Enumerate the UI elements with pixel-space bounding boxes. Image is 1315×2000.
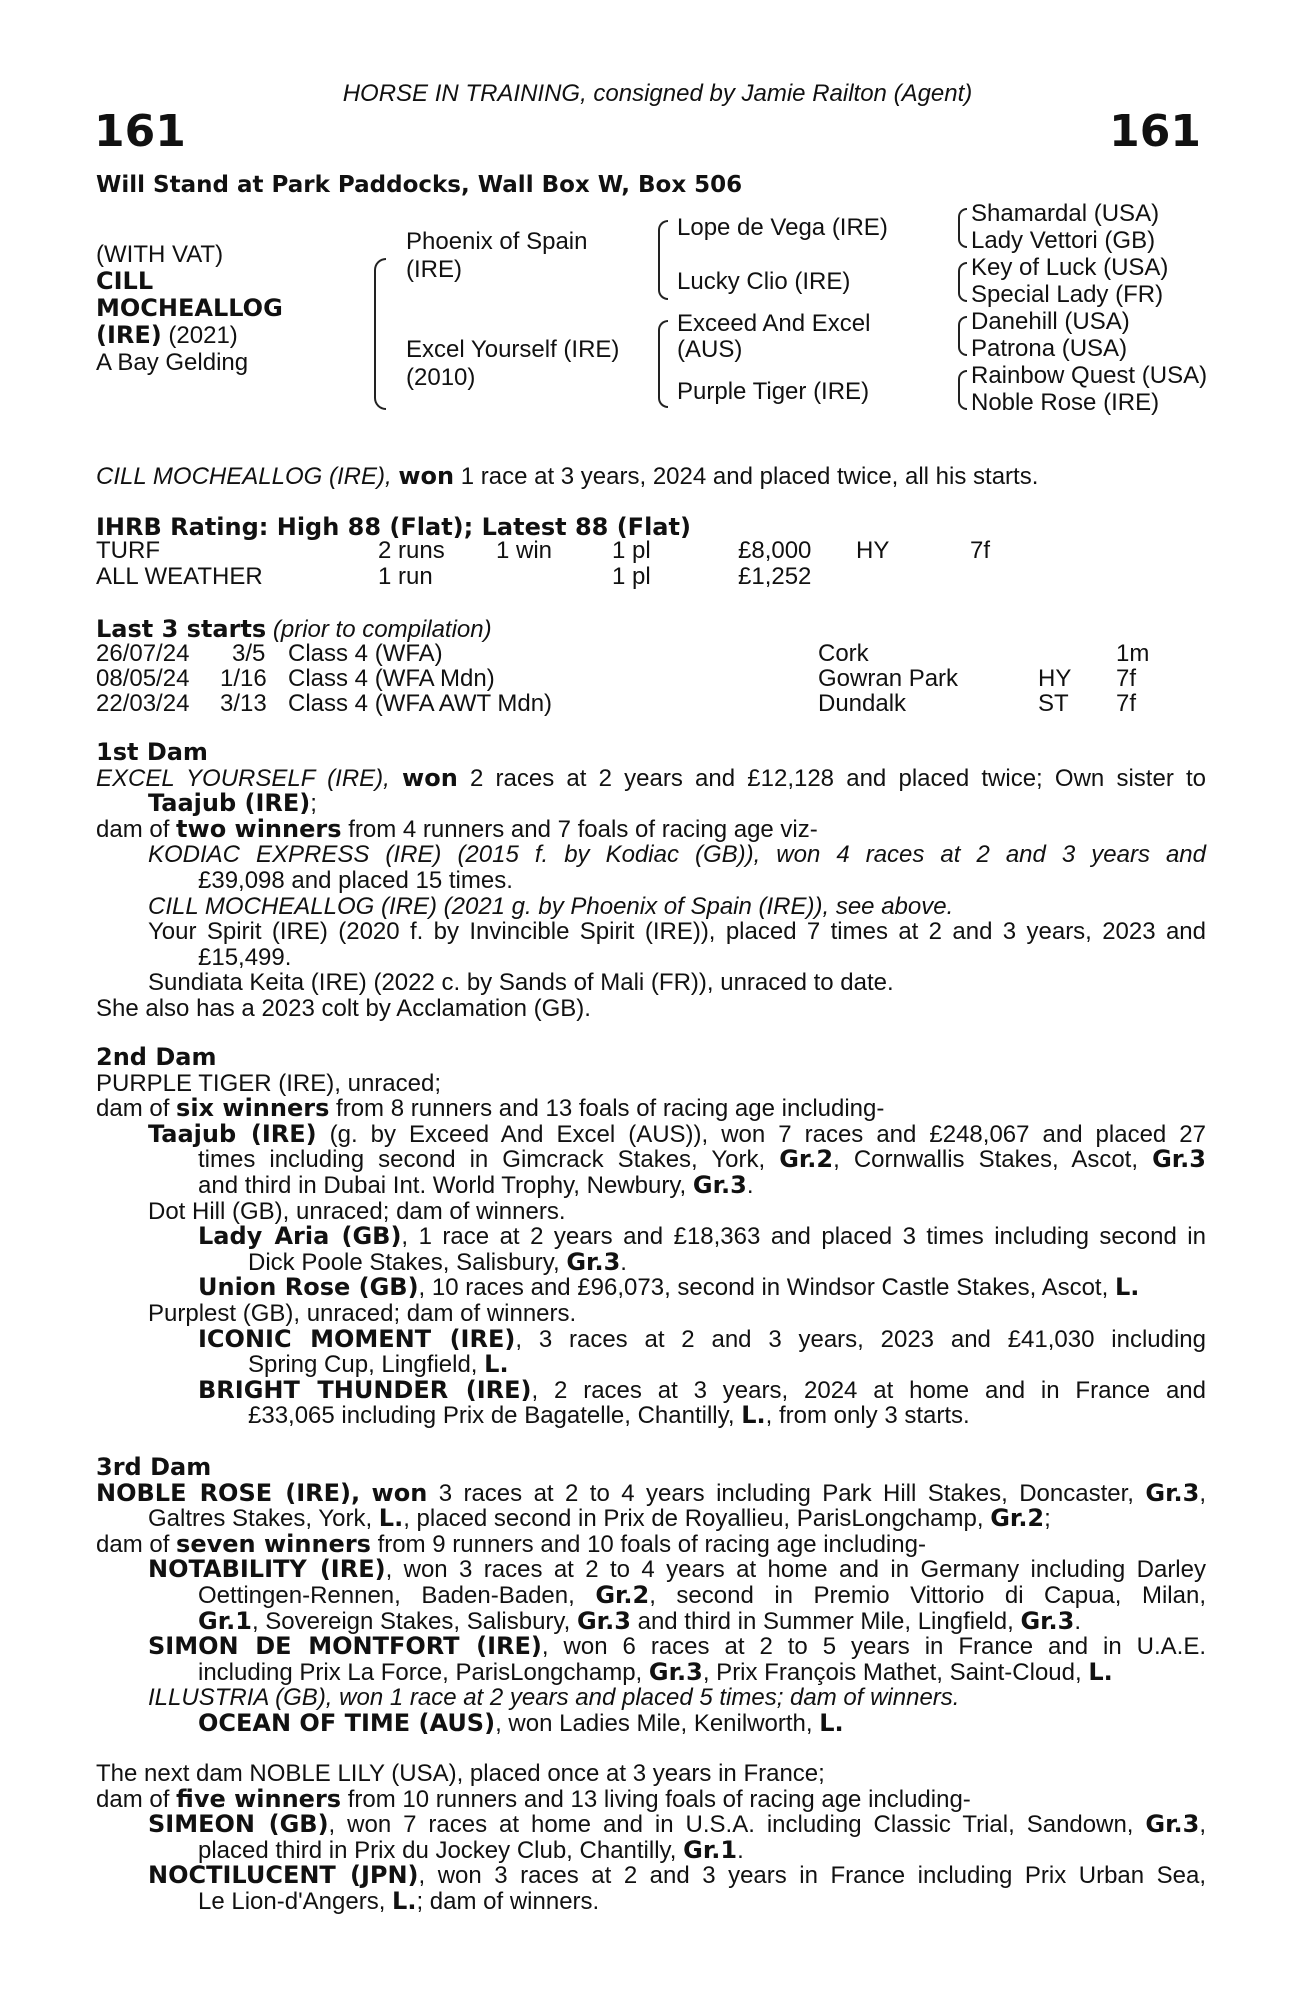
text: , Sovereign Stakes, Salisbury, xyxy=(251,1607,571,1635)
produce-1-line2: £39,098 and placed 15 times. xyxy=(198,866,513,894)
start-date: 08/05/24 xyxy=(96,665,190,692)
sire: Phoenix of Spain xyxy=(406,228,588,255)
start-race: Class 4 (WFA Mdn) xyxy=(288,665,495,692)
union-rose xyxy=(96,1275,1206,1301)
next-dam-section xyxy=(96,1761,1206,1915)
text: and third in Summer Mile, Lingfield, xyxy=(637,1607,1014,1635)
produce-1-line1: KODIAC EXPRESS (IRE) (2015 f. by Kodiac (GB)), won 4 races at 2 and 3 years and xyxy=(148,841,1206,869)
brace-g3-2 xyxy=(958,262,967,302)
notability-line1 xyxy=(96,1557,1206,1583)
lady-aria-line2 xyxy=(96,1247,1206,1276)
horse-year: (2021) xyxy=(168,322,238,349)
produce-2: CILL MOCHEALLOG (IRE) (2021 g. by Phoenix of Spain (IRE)), see above. xyxy=(148,892,954,920)
simeon-record: , won 7 races at home and in U.S.A. including Classic Trial, Sandown, xyxy=(328,1811,1134,1839)
sister-name: Taajub (IRE) xyxy=(148,789,311,818)
lady-aria-name: Lady Aria (GB) xyxy=(198,1222,402,1251)
bright-thunder-line1 xyxy=(96,1375,1206,1404)
lot-number-left: 161 xyxy=(94,106,186,157)
taajub-line3 xyxy=(96,1170,1206,1199)
bright-thunder-line2 xyxy=(96,1403,1206,1429)
text: £33,065 including Prix de Bagatelle, Chantilly, xyxy=(248,1402,735,1430)
rating-distance: 7f xyxy=(970,537,991,564)
ocean-of-time-name: OCEAN OF TIME (AUS) xyxy=(198,1708,496,1737)
brace-g3-4 xyxy=(958,370,967,410)
grade: L. xyxy=(392,1886,417,1915)
rating-wins: 1 win xyxy=(496,537,553,564)
lady-aria-line1 xyxy=(96,1224,1206,1250)
grade: Gr.1 xyxy=(198,1606,252,1635)
text: Le Lion-d'Angers, xyxy=(198,1887,386,1915)
text: Oettingen-Rennen, Baden-Baden, xyxy=(198,1581,575,1609)
start-course: Cork xyxy=(818,640,869,667)
noble-rose-line2 xyxy=(96,1506,1206,1532)
rating-runs: 1 run xyxy=(378,563,433,590)
consignment-line: HORSE IN TRAINING, consigned by Jamie Railton (Agent) xyxy=(342,80,973,107)
iconic-moment-line1 xyxy=(96,1324,1206,1353)
produce-4: Sundiata Keita (IRE) (2022 c. by Sands of Mali (FR)), unraced to date. xyxy=(148,969,894,997)
second-dam-section xyxy=(96,1045,1206,1429)
ss-dam: Lady Vettori (GB) xyxy=(971,227,1156,254)
first-dam-produce-line xyxy=(96,814,1206,843)
taajub-line1 xyxy=(96,1119,1206,1148)
text: , Cornwallis Stakes, Ascot, xyxy=(833,1146,1139,1174)
union-rose-name: Union Rose (GB) xyxy=(198,1273,419,1302)
horse-description: A Bay Gelding xyxy=(96,349,249,376)
text: Spring Cup, Lingfield, xyxy=(248,1351,478,1379)
won-word: won xyxy=(371,1478,428,1507)
dam-of: dam of xyxy=(96,1785,170,1813)
horse-name-line2: MOCHEALLOG xyxy=(96,294,283,322)
start-date: 26/07/24 xyxy=(96,640,190,667)
notability-name: NOTABILITY (IRE) xyxy=(148,1555,386,1584)
brace-gen1 xyxy=(374,258,386,410)
grade: Gr.2 xyxy=(779,1145,834,1174)
ds-dam: Patrona (USA) xyxy=(971,335,1128,362)
notability-line2 xyxy=(96,1580,1206,1609)
grade: L. xyxy=(484,1350,509,1379)
horse-block xyxy=(96,241,283,376)
third-dam-heading: 3rd Dam xyxy=(96,1453,212,1481)
start-distance: 1m xyxy=(1116,640,1150,667)
first-dam-section xyxy=(96,740,1206,1022)
start-going: HY xyxy=(1038,665,1072,692)
text: times including second in Gimcrack Stakes, York, xyxy=(198,1146,766,1174)
punct: ; xyxy=(1044,1505,1051,1533)
grade: Gr.3 xyxy=(692,1170,747,1199)
ocean-of-time-record: , won Ladies Mile, Kenilworth, xyxy=(495,1709,813,1737)
grade: Gr.1 xyxy=(683,1835,738,1864)
next-dam-produce-line xyxy=(96,1784,1206,1813)
noble-rose-record: 3 races at 2 to 4 years including Park Hill Stakes, Doncaster, xyxy=(438,1479,1134,1507)
punct: . xyxy=(746,1171,754,1199)
union-rose-record: , 10 races and £96,073, second in Windsor Castle Stakes, Ascot, xyxy=(418,1274,1109,1302)
first-dam-line2 xyxy=(96,791,1206,817)
rating-prize: £8,000 xyxy=(738,537,812,564)
grade: Gr.2 xyxy=(595,1580,650,1609)
punct: , xyxy=(1199,1811,1207,1839)
stand-location: Will Stand at Park Paddocks, Wall Box W, Box 506 xyxy=(96,172,743,198)
grade: Gr.3 xyxy=(1152,1145,1206,1174)
second-dam-name: PURPLE TIGER (IRE), unraced; xyxy=(96,1069,441,1097)
third-dam-section xyxy=(96,1455,1206,1737)
first-dam-heading: 1st Dam xyxy=(96,738,208,766)
punct: ; xyxy=(310,790,317,818)
text: , second in Premio Vittorio di Capua, Milan, xyxy=(649,1581,1206,1609)
text: ; dam of winners. xyxy=(416,1887,600,1915)
winners-count: two winners xyxy=(176,814,342,843)
notability-record: , won 3 races at 2 to 4 years at home and in Germany including Darley xyxy=(385,1556,1206,1584)
grade: L. xyxy=(1114,1273,1140,1302)
start-going: ST xyxy=(1038,690,1069,717)
first-dam-line1 xyxy=(96,763,1207,792)
brace-dam xyxy=(658,320,668,408)
text: and third in Dubai Int. World Trophy, Newbury, xyxy=(198,1171,687,1199)
simeon-line1 xyxy=(96,1812,1206,1838)
won-word: won xyxy=(402,763,458,792)
rating-places: 1 pl xyxy=(612,537,651,564)
race-summary xyxy=(96,462,1038,491)
purplest: Purplest (GB), unraced; dam of winners. xyxy=(148,1299,577,1327)
notability-line3 xyxy=(96,1606,1206,1635)
start-distance: 7f xyxy=(1116,690,1137,717)
winners-count: six winners xyxy=(176,1094,330,1123)
punct: . xyxy=(620,1248,627,1276)
produce-5: She also has a 2023 colt by Acclamation (GB). xyxy=(96,994,591,1022)
produce-summary: from 8 runners and 13 foals of racing age including- xyxy=(336,1095,885,1123)
winners-count: five winners xyxy=(176,1784,342,1813)
produce-3-line1: Your Spirit (IRE) (2020 f. by Invincible Spirit (IRE)), placed 7 times at 2 and 3 years, 2023 and xyxy=(148,918,1206,946)
first-dam-record: 2 races at 2 years and £12,128 and placed twice; Own sister to xyxy=(469,764,1207,792)
start-race: Class 4 (WFA AWT Mdn) xyxy=(288,690,553,717)
grade: Gr.3 xyxy=(576,1606,631,1635)
horse-country-year xyxy=(96,322,283,349)
punct: , xyxy=(1199,1479,1206,1507)
grade: L. xyxy=(1088,1657,1113,1686)
produce-summary: from 10 runners and 13 living foals of racing age including- xyxy=(347,1785,971,1813)
noctilucent-name: NOCTILUCENT (JPN) xyxy=(148,1861,419,1890)
iconic-moment-line2 xyxy=(96,1352,1206,1378)
text: , from only 3 starts. xyxy=(765,1402,970,1430)
text: including Prix La Force, ParisLongchamp, xyxy=(198,1658,643,1686)
noctilucent-line2 xyxy=(96,1886,1206,1915)
grade: Gr.3 xyxy=(566,1247,621,1276)
second-dam-produce-line xyxy=(96,1096,1206,1122)
rating-prize: £1,252 xyxy=(738,563,812,590)
ds-sire: Danehill (USA) xyxy=(971,308,1130,335)
bright-thunder-name: BRIGHT THUNDER (IRE) xyxy=(198,1375,532,1404)
grade: L. xyxy=(819,1708,844,1737)
punct: . xyxy=(737,1836,744,1864)
start-position: 3/13 xyxy=(220,690,267,717)
start-distance: 7f xyxy=(1116,665,1137,692)
start-position: 3/5 xyxy=(232,640,266,667)
bright-thunder-record: , 2 races at 3 years, 2024 at home and in France and xyxy=(531,1376,1206,1404)
noctilucent-record: , won 3 races at 2 and 3 years in France including Prix Urban Sea, xyxy=(418,1862,1206,1890)
brace-sire xyxy=(658,220,668,300)
rating-surface: ALL WEATHER xyxy=(96,563,263,590)
noble-rose-name: NOBLE ROSE (IRE), xyxy=(96,1478,361,1507)
dd-dam: Noble Rose (IRE) xyxy=(971,389,1160,416)
simeon-line2 xyxy=(96,1835,1206,1864)
horse-name-line1: CILL xyxy=(96,267,154,295)
rating-runs: 2 runs xyxy=(378,537,445,564)
dam: Excel Yourself (IRE) xyxy=(406,336,620,363)
sire-dam: Lucky Clio (IRE) xyxy=(677,268,851,295)
lot-number-right: 161 xyxy=(1109,106,1201,157)
grade: Gr.3 xyxy=(1145,1478,1200,1507)
summary-won: won xyxy=(398,462,455,490)
dam-sire-line2: (AUS) xyxy=(677,336,743,363)
produce-summary: from 4 runners and 7 foals of racing age viz- xyxy=(348,815,818,843)
second-dam-heading: 2nd Dam xyxy=(96,1043,217,1071)
grade: L. xyxy=(378,1504,404,1533)
ss-sire: Shamardal (USA) xyxy=(971,200,1160,227)
rating-places: 1 pl xyxy=(612,563,651,590)
simon-de-montfort-name: SIMON DE MONTFORT (IRE) xyxy=(148,1632,542,1661)
simon-de-montfort-line1 xyxy=(96,1634,1206,1660)
last-starts-title: Last 3 starts xyxy=(96,615,267,643)
noctilucent-line1 xyxy=(96,1863,1206,1889)
dot-hill: Dot Hill (GB), unraced; dam of winners. xyxy=(148,1197,566,1225)
dam-of: dam of xyxy=(96,815,170,843)
start-course: Gowran Park xyxy=(818,665,959,692)
summary-rest: 1 race at 3 years, 2024 and placed twice, all his starts. xyxy=(460,463,1039,490)
dam-dam: Purple Tiger (IRE) xyxy=(677,378,870,405)
grade: L. xyxy=(741,1401,766,1430)
rating-going: HY xyxy=(856,537,890,564)
taajub-line2 xyxy=(96,1147,1206,1173)
iconic-moment-record: , 3 races at 2 and 3 years, 2023 and £41,030 including xyxy=(515,1325,1206,1353)
text: placed third in Prix du Jockey Club, Chantilly, xyxy=(198,1836,677,1864)
dam-of: dam of xyxy=(96,1095,170,1123)
sd-sire: Key of Luck (USA) xyxy=(971,254,1169,281)
third-dam-produce-line xyxy=(96,1529,1206,1558)
text: , Prix François Mathet, Saint-Cloud, xyxy=(702,1658,1082,1686)
dam-year: (2010) xyxy=(406,364,476,391)
dam-sire-line1: Exceed And Excel xyxy=(677,310,871,337)
produce-3-line2: £15,499. xyxy=(198,943,292,971)
simon-de-montfort-line2 xyxy=(96,1657,1206,1686)
sd-dam: Special Lady (FR) xyxy=(971,281,1164,308)
sire-country: (IRE) xyxy=(406,256,462,283)
text: , placed second in Prix de Royallieu, ParisLongchamp, xyxy=(403,1505,984,1533)
text: Galtres Stakes, York, xyxy=(148,1505,373,1533)
grade: Gr.3 xyxy=(1145,1810,1200,1839)
winners-count: seven winners xyxy=(176,1529,371,1558)
simeon-name: SIMEON (GB) xyxy=(148,1810,329,1839)
grade: Gr.3 xyxy=(1020,1606,1075,1635)
noble-rose-line1 xyxy=(96,1478,1206,1507)
dam-of: dam of xyxy=(96,1530,170,1558)
lady-aria-record: , 1 race at 2 years and £18,363 and placed 3 times including second in xyxy=(401,1223,1206,1251)
taajub-record: (g. by Exceed And Excel (AUS)), won 7 races and £248,067 and placed 27 xyxy=(329,1120,1206,1148)
first-dam-name: EXCEL YOURSELF (IRE), xyxy=(96,764,390,792)
next-dam-line: The next dam NOBLE LILY (USA), placed once at 3 years in France; xyxy=(96,1760,825,1787)
start-race: Class 4 (WFA) xyxy=(288,640,443,667)
last-starts-note: (prior to compilation) xyxy=(272,616,492,643)
grade: Gr.2 xyxy=(990,1504,1045,1533)
start-date: 22/03/24 xyxy=(96,690,190,717)
rating-surface: TURF xyxy=(96,537,160,564)
iconic-moment-name: ICONIC MOMENT (IRE) xyxy=(198,1324,516,1353)
punct: . xyxy=(1074,1607,1082,1635)
start-position: 1/16 xyxy=(220,665,267,692)
start-course: Dundalk xyxy=(818,690,907,717)
dd-sire: Rainbow Quest (USA) xyxy=(971,362,1208,389)
rating-heading: IHRB Rating: High 88 (Flat); Latest 88 (Flat) xyxy=(96,513,691,541)
taajub-name: Taajub (IRE) xyxy=(148,1119,317,1148)
simon-de-montfort-record: , won 6 races at 2 to 5 years in France and in U.A.E. xyxy=(541,1633,1206,1661)
vat-label: (WITH VAT) xyxy=(96,241,224,268)
ocean-of-time xyxy=(96,1708,1206,1737)
illustria: ILLUSTRIA (GB), won 1 race at 2 years and placed 5 times; dam of winners. xyxy=(148,1684,960,1712)
brace-g3-1 xyxy=(958,208,967,248)
summary-horse-name: CILL MOCHEALLOG (IRE), xyxy=(96,463,392,490)
grade: Gr.3 xyxy=(648,1657,703,1686)
horse-country: (IRE) xyxy=(96,321,162,349)
produce-summary: from 9 runners and 10 foals of racing age including- xyxy=(377,1530,926,1558)
sire-sire: Lope de Vega (IRE) xyxy=(677,214,888,241)
brace-g3-3 xyxy=(958,316,967,356)
text: Dick Poole Stakes, Salisbury, xyxy=(248,1248,560,1276)
